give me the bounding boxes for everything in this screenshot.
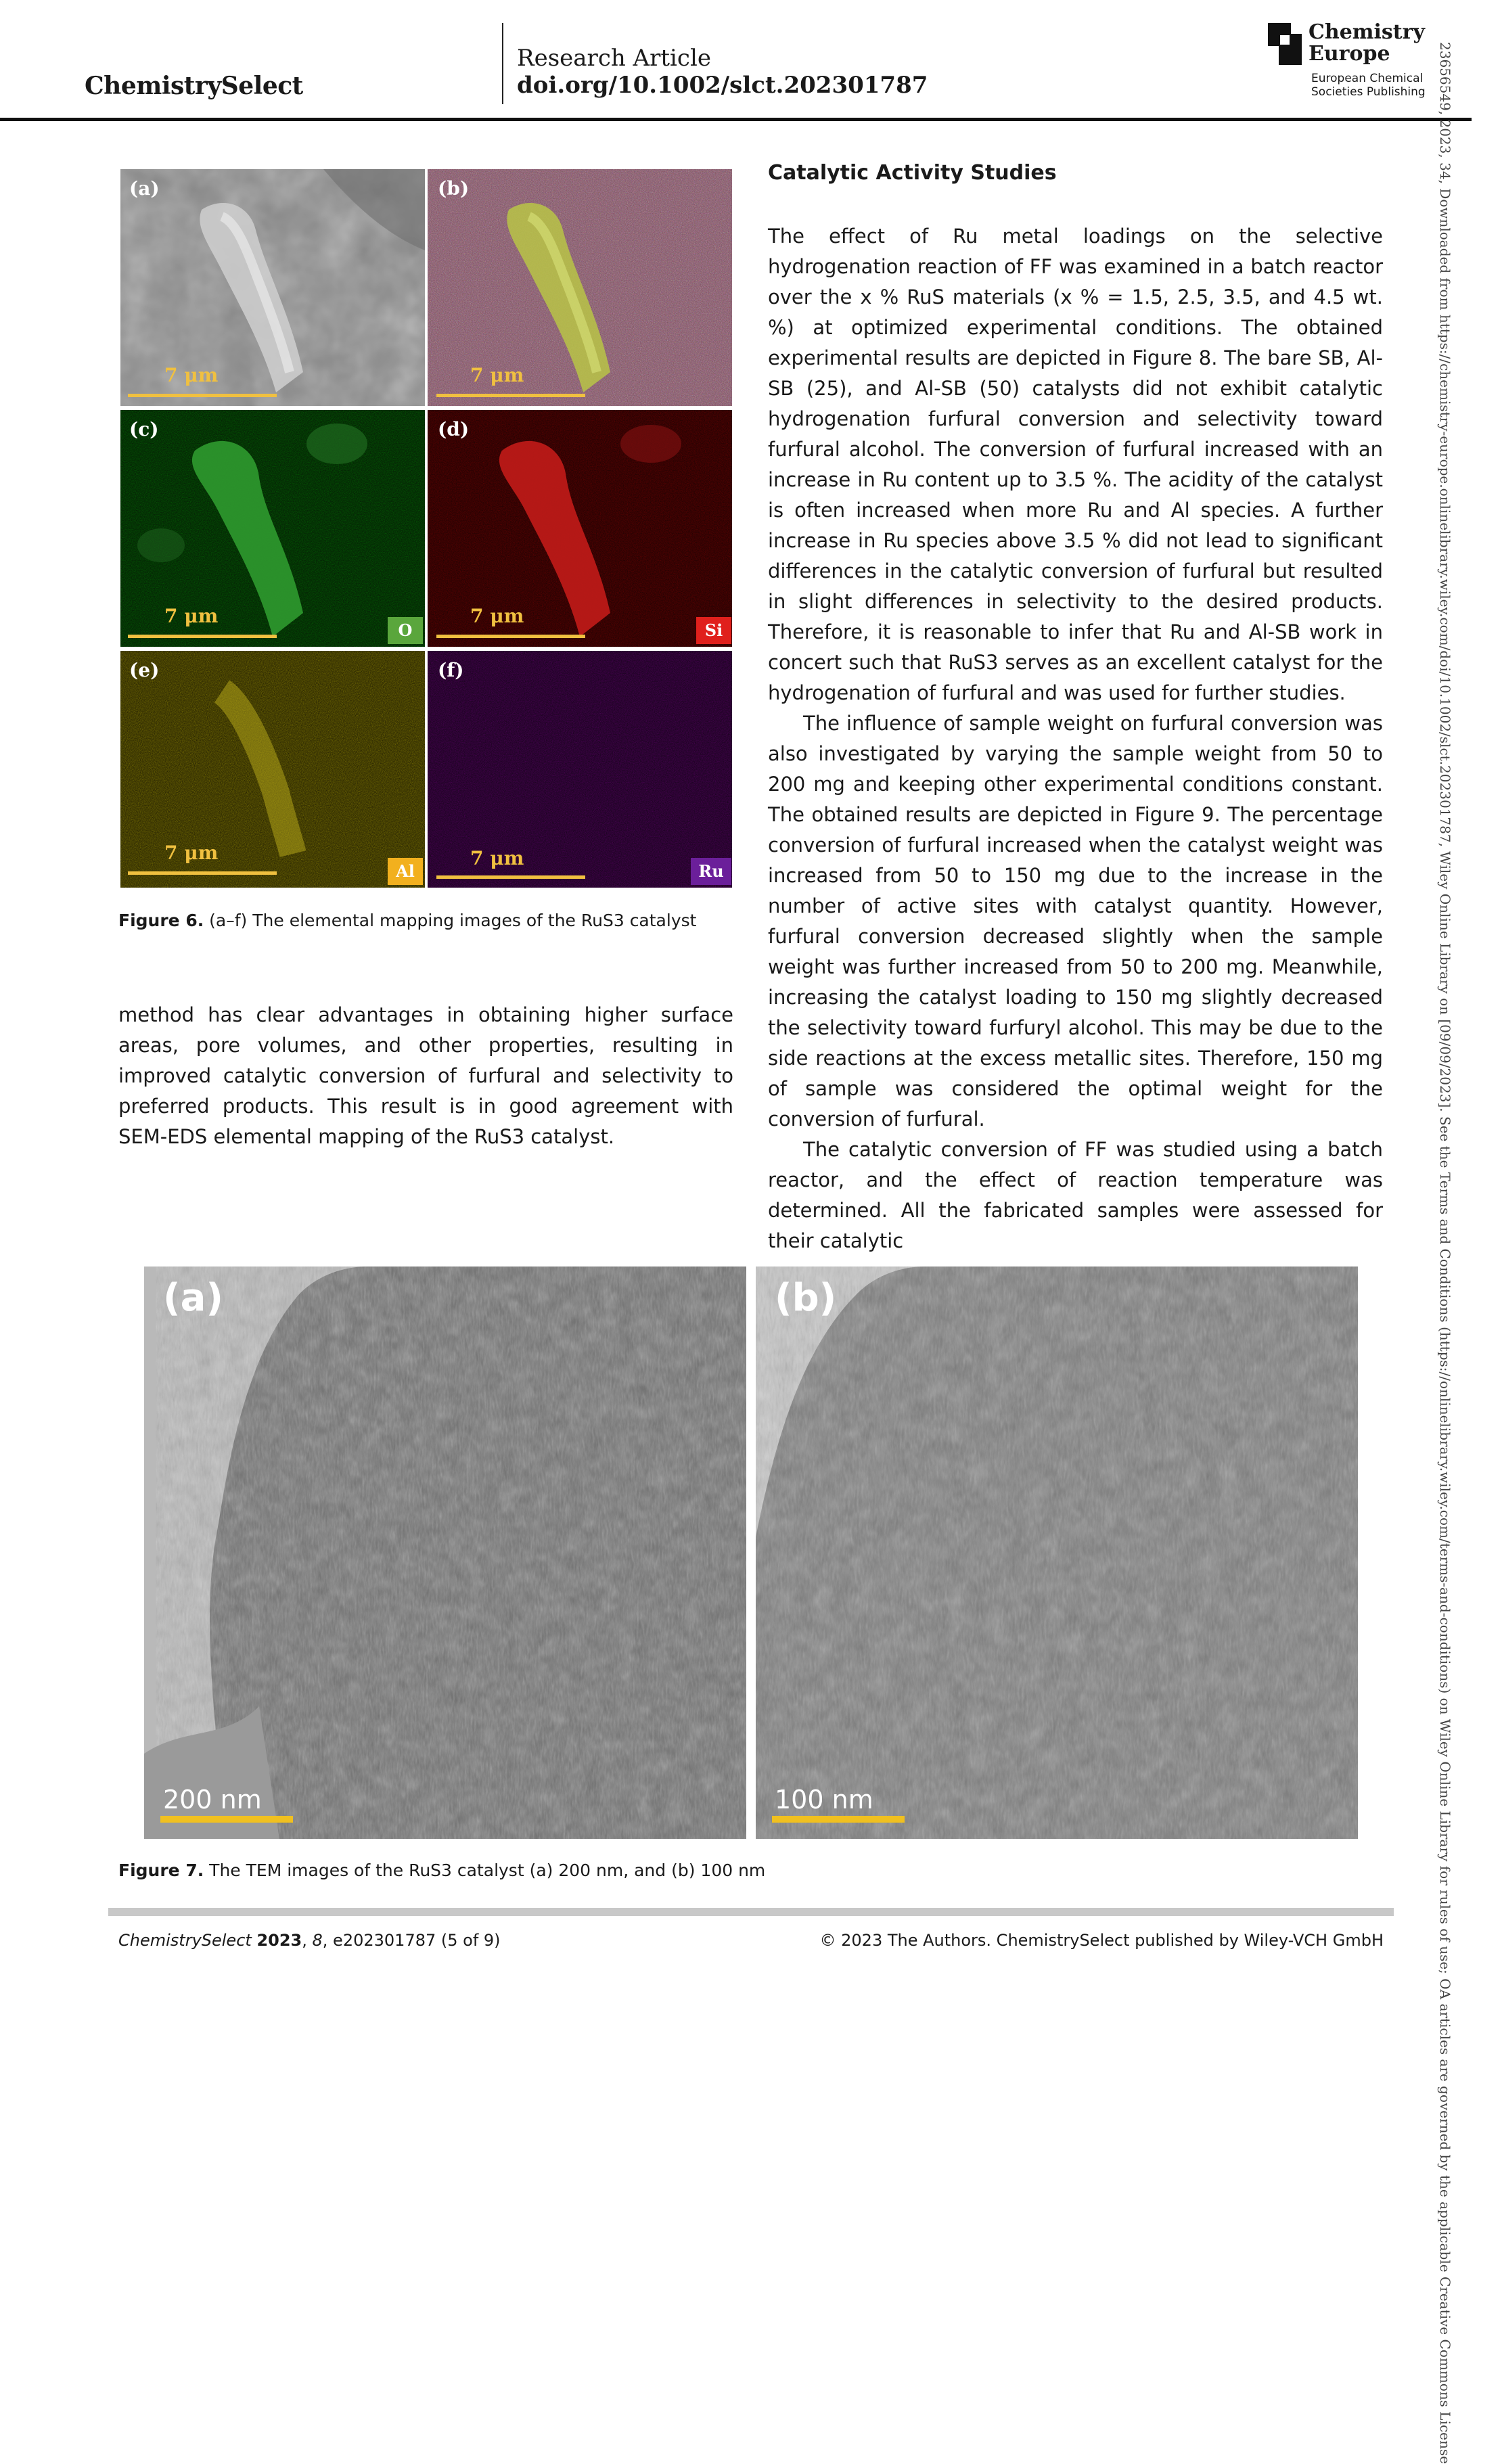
scale-label-b: 7 μm bbox=[470, 364, 524, 386]
scale-bar-a bbox=[128, 394, 277, 397]
article-type: Research Article bbox=[517, 45, 711, 72]
element-badge-o: O bbox=[388, 617, 423, 644]
tem-image-panel-a bbox=[144, 1267, 746, 1839]
journal-name: ChemistrySelect bbox=[85, 72, 303, 100]
header-divider bbox=[502, 23, 503, 104]
figure-6-caption-text: (a–f) The elemental mapping images of the RuS3 catalyst bbox=[204, 911, 697, 930]
figure-7-caption-text: The TEM images of the RuS3 catalyst (a) 200 nm, and (b) 100 nm bbox=[204, 1861, 766, 1880]
footer-journal: ChemistrySelect bbox=[118, 1931, 252, 1950]
figure-6-caption-label: Figure 6. bbox=[118, 911, 204, 930]
tem-label-b: (b) bbox=[775, 1276, 837, 1320]
paragraph-sample-weight: The influence of sample weight on furfural conversion was also investigated by varying the sample weight from 50 to 200 mg and keeping other experimental conditions constant. The obtained results are depicted in Figure 9. The percentage conversion of furfural increased when the catalyst weight was increased from 50 to 150 mg due to the increase in the number of active sites with catalyst quantity. However, furfural conversion decreased slightly when the sample weight was further increased from 50 to 200 mg. Meanwhile, increasing the catalyst loading to 150 mg slightly decreased the selectivity toward furfuryl alcohol. This may be due to the side reactions at the excess metallic sites. Therefore, 150 mg of sample was considered the optimal weight for the conversion of furfural. bbox=[768, 712, 1383, 1131]
scale-bar-b bbox=[436, 394, 585, 397]
logo-text-chemistry: Chemistry bbox=[1308, 20, 1425, 44]
paragraph-ru-loading: The effect of Ru metal loadings on the selective hydrogenation reaction of FF was examined in a batch reactor over the x % RuS materials (x % = 1.5, 2.5, 3.5, and 4.5 wt. %) at optimized experimental conditions. The obtained experimental results are depicted in Figure 8. The bare SB, Al-SB (25), and Al-SB (50) catalysts did not exhibit catalytic hydrogenation furfural conversion and selectivity toward furfural alcohol. The conversion of furfural increased with an increase in Ru content up to 3.5 %. The acidity of the catalyst is often increased when more Ru and Al species. A further increase in Ru species above 3.5 % did not lead to significant differences in the catalytic conversion of furfural but resulted in slight differences in selectivity to the desired products. Therefore, it is reasonable to infer that Ru and Al-SB work in concert such that RuS3 serves as an excellent catalyst for the hydrogenation of furfural and was used for further studies. bbox=[768, 225, 1383, 704]
figure-6 bbox=[118, 168, 733, 892]
tem-label-a: (a) bbox=[163, 1276, 223, 1320]
left-column-text bbox=[118, 1000, 733, 1152]
footer-year: 2023 bbox=[256, 1931, 302, 1950]
panel-label-f: (f) bbox=[438, 659, 464, 681]
scale-bar-c bbox=[128, 635, 277, 638]
element-badge-al: Al bbox=[388, 858, 423, 885]
scale-bar-f bbox=[436, 875, 585, 879]
scale-label-c: 7 μm bbox=[164, 605, 219, 627]
panel-label-e: (e) bbox=[129, 659, 160, 681]
figure-7 bbox=[144, 1267, 1359, 1839]
figure-7-caption bbox=[118, 1861, 765, 1880]
footer-volume: 8 bbox=[312, 1931, 323, 1950]
element-badge-si: Si bbox=[696, 617, 731, 644]
header-rule bbox=[0, 118, 1472, 121]
logo-text-europe: Europe bbox=[1308, 42, 1390, 66]
tem-image-panel-b bbox=[756, 1267, 1358, 1839]
footer-rule bbox=[108, 1908, 1394, 1916]
tem-scale-bar-a bbox=[160, 1816, 293, 1823]
paragraph-method-advantages: method has clear advantages in obtaining higher surface areas, pore volumes, and other properties, resulting in improved catalytic conversion of furfural and selectivity to preferred products. This result is in good agreement with SEM-EDS elemental mapping of the RuS3 catalyst. bbox=[118, 1003, 733, 1148]
paragraph-temperature: The catalytic conversion of FF was studied using a batch reactor, and the effect of reaction temperature was determined. All the fabricated samples were assessed for their catalytic bbox=[768, 1138, 1383, 1252]
element-badge-ru: Ru bbox=[691, 858, 731, 885]
right-column-text bbox=[768, 221, 1383, 1256]
scale-bar-d bbox=[436, 635, 585, 638]
panel-label-d: (d) bbox=[438, 418, 470, 440]
panel-label-c: (c) bbox=[129, 418, 159, 440]
footer-article-info: , e202301787 (5 of 9) bbox=[322, 1931, 501, 1950]
logo-subtitle-2: Societies Publishing bbox=[1311, 85, 1426, 99]
doi-link[interactable]: doi.org/10.1002/slct.202301787 bbox=[517, 72, 928, 99]
tem-scale-bar-b bbox=[772, 1816, 905, 1823]
footer-citation: ChemistrySelect 2023, 8, e202301787 (5 of 9) bbox=[118, 1931, 501, 1950]
tem-scale-label-a: 200 nm bbox=[163, 1785, 262, 1815]
scale-label-d: 7 μm bbox=[470, 605, 524, 627]
scale-label-e: 7 μm bbox=[164, 842, 219, 864]
scale-label-a: 7 μm bbox=[164, 364, 219, 386]
scale-label-f: 7 μm bbox=[470, 847, 524, 869]
download-notice[interactable]: 23656549, 2023, 34, Downloaded from https://chemistry-europe.onlinelibrary.wiley.com/doi/10.1002/slct.202301787, Wiley Online Library on [09/09/2023]. See the Terms and Conditions (https://onlinelibrary.wiley.com/terms-and-conditions) on Wiley Online Library for rules of use; OA articles are governed by the applicable Creative Commons License bbox=[1437, 42, 1453, 2464]
figure-6-caption bbox=[118, 911, 696, 930]
footer-copyright: © 2023 The Authors. ChemistrySelect published by Wiley-VCH GmbH bbox=[819, 1931, 1384, 1950]
chemistry-europe-logo-mark-icon bbox=[1268, 23, 1302, 65]
tem-scale-label-b: 100 nm bbox=[775, 1785, 873, 1815]
scale-bar-e bbox=[128, 871, 277, 875]
panel-label-a: (a) bbox=[129, 177, 160, 200]
logo-subtitle-1: European Chemical bbox=[1311, 72, 1424, 85]
section-heading: Catalytic Activity Studies bbox=[768, 161, 1057, 185]
panel-label-b: (b) bbox=[438, 177, 470, 200]
figure-7-caption-label: Figure 7. bbox=[118, 1861, 204, 1880]
